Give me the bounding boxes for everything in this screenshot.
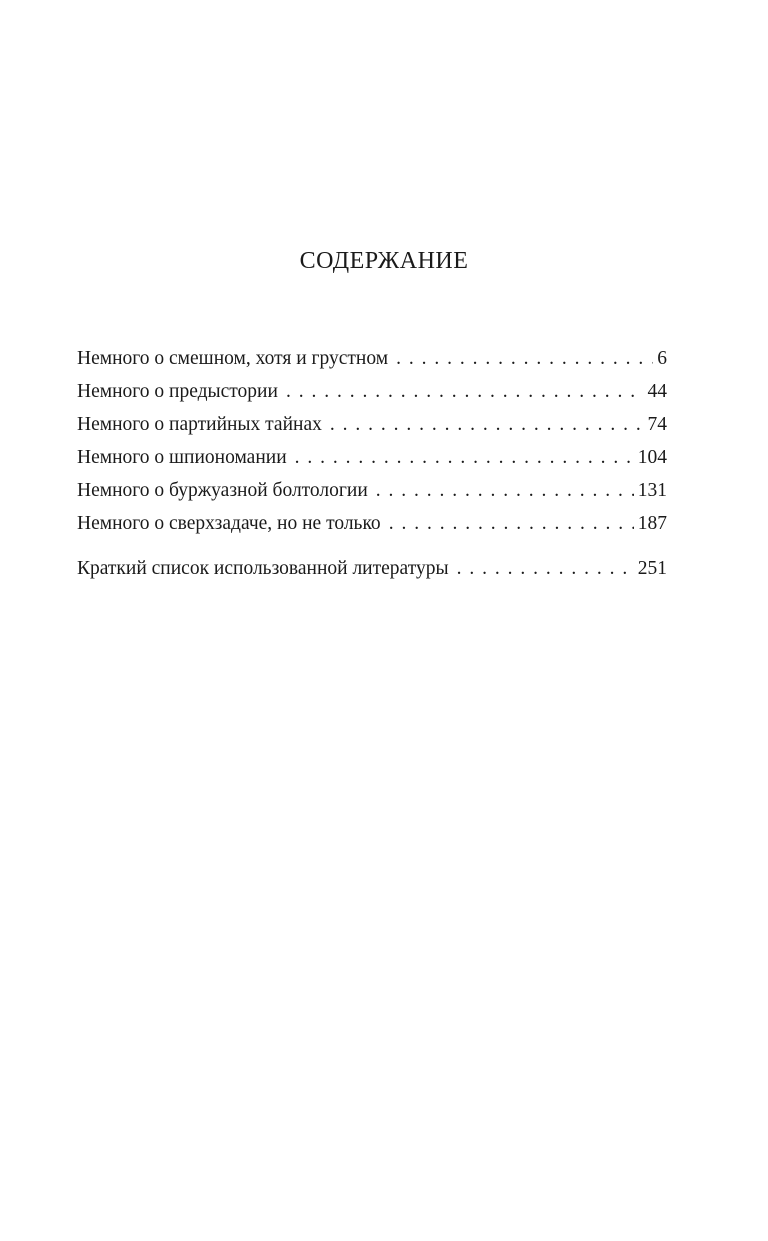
toc-entry-label: Немного о партийных тайнах (77, 414, 322, 435)
toc-dot-leader (330, 408, 644, 441)
toc-entry-label: Немного о буржуазной болтологии (77, 480, 368, 501)
toc-entry (77, 375, 667, 408)
toc-page-number: 44 (647, 381, 667, 402)
toc-page-number: 104 (637, 447, 667, 468)
toc-page-number: 74 (647, 414, 667, 435)
toc-entry-label: Краткий список использованной литературы (77, 558, 449, 579)
toc-dot-leader (376, 474, 634, 507)
toc-dot-leader (457, 552, 634, 585)
toc-page-number: 6 (657, 348, 667, 369)
toc-entry (77, 408, 667, 441)
toc-entry (77, 441, 667, 474)
toc-dot-leader (295, 441, 634, 474)
toc-entry-label: Немного о предыстории (77, 381, 278, 402)
toc-dot-leader (286, 375, 644, 408)
toc-entry (77, 552, 667, 585)
toc-entry-label: Немного о сверхзадаче, но не только (77, 513, 381, 534)
toc-dot-leader (396, 342, 653, 375)
toc-entry (77, 474, 667, 507)
toc-page-number: 187 (637, 513, 667, 534)
toc-title: СОДЕРЖАНИЕ (299, 248, 469, 274)
toc-page-number: 131 (637, 480, 667, 501)
toc-entry (77, 507, 667, 540)
toc-page-number: 251 (637, 558, 667, 579)
toc-entry-label: Немного о шпиономании (77, 447, 287, 468)
toc-dot-leader (389, 507, 634, 540)
toc-list (77, 342, 667, 585)
toc-entry-label: Немного о смешном, хотя и грустном (77, 348, 389, 369)
toc-entry (77, 342, 667, 375)
